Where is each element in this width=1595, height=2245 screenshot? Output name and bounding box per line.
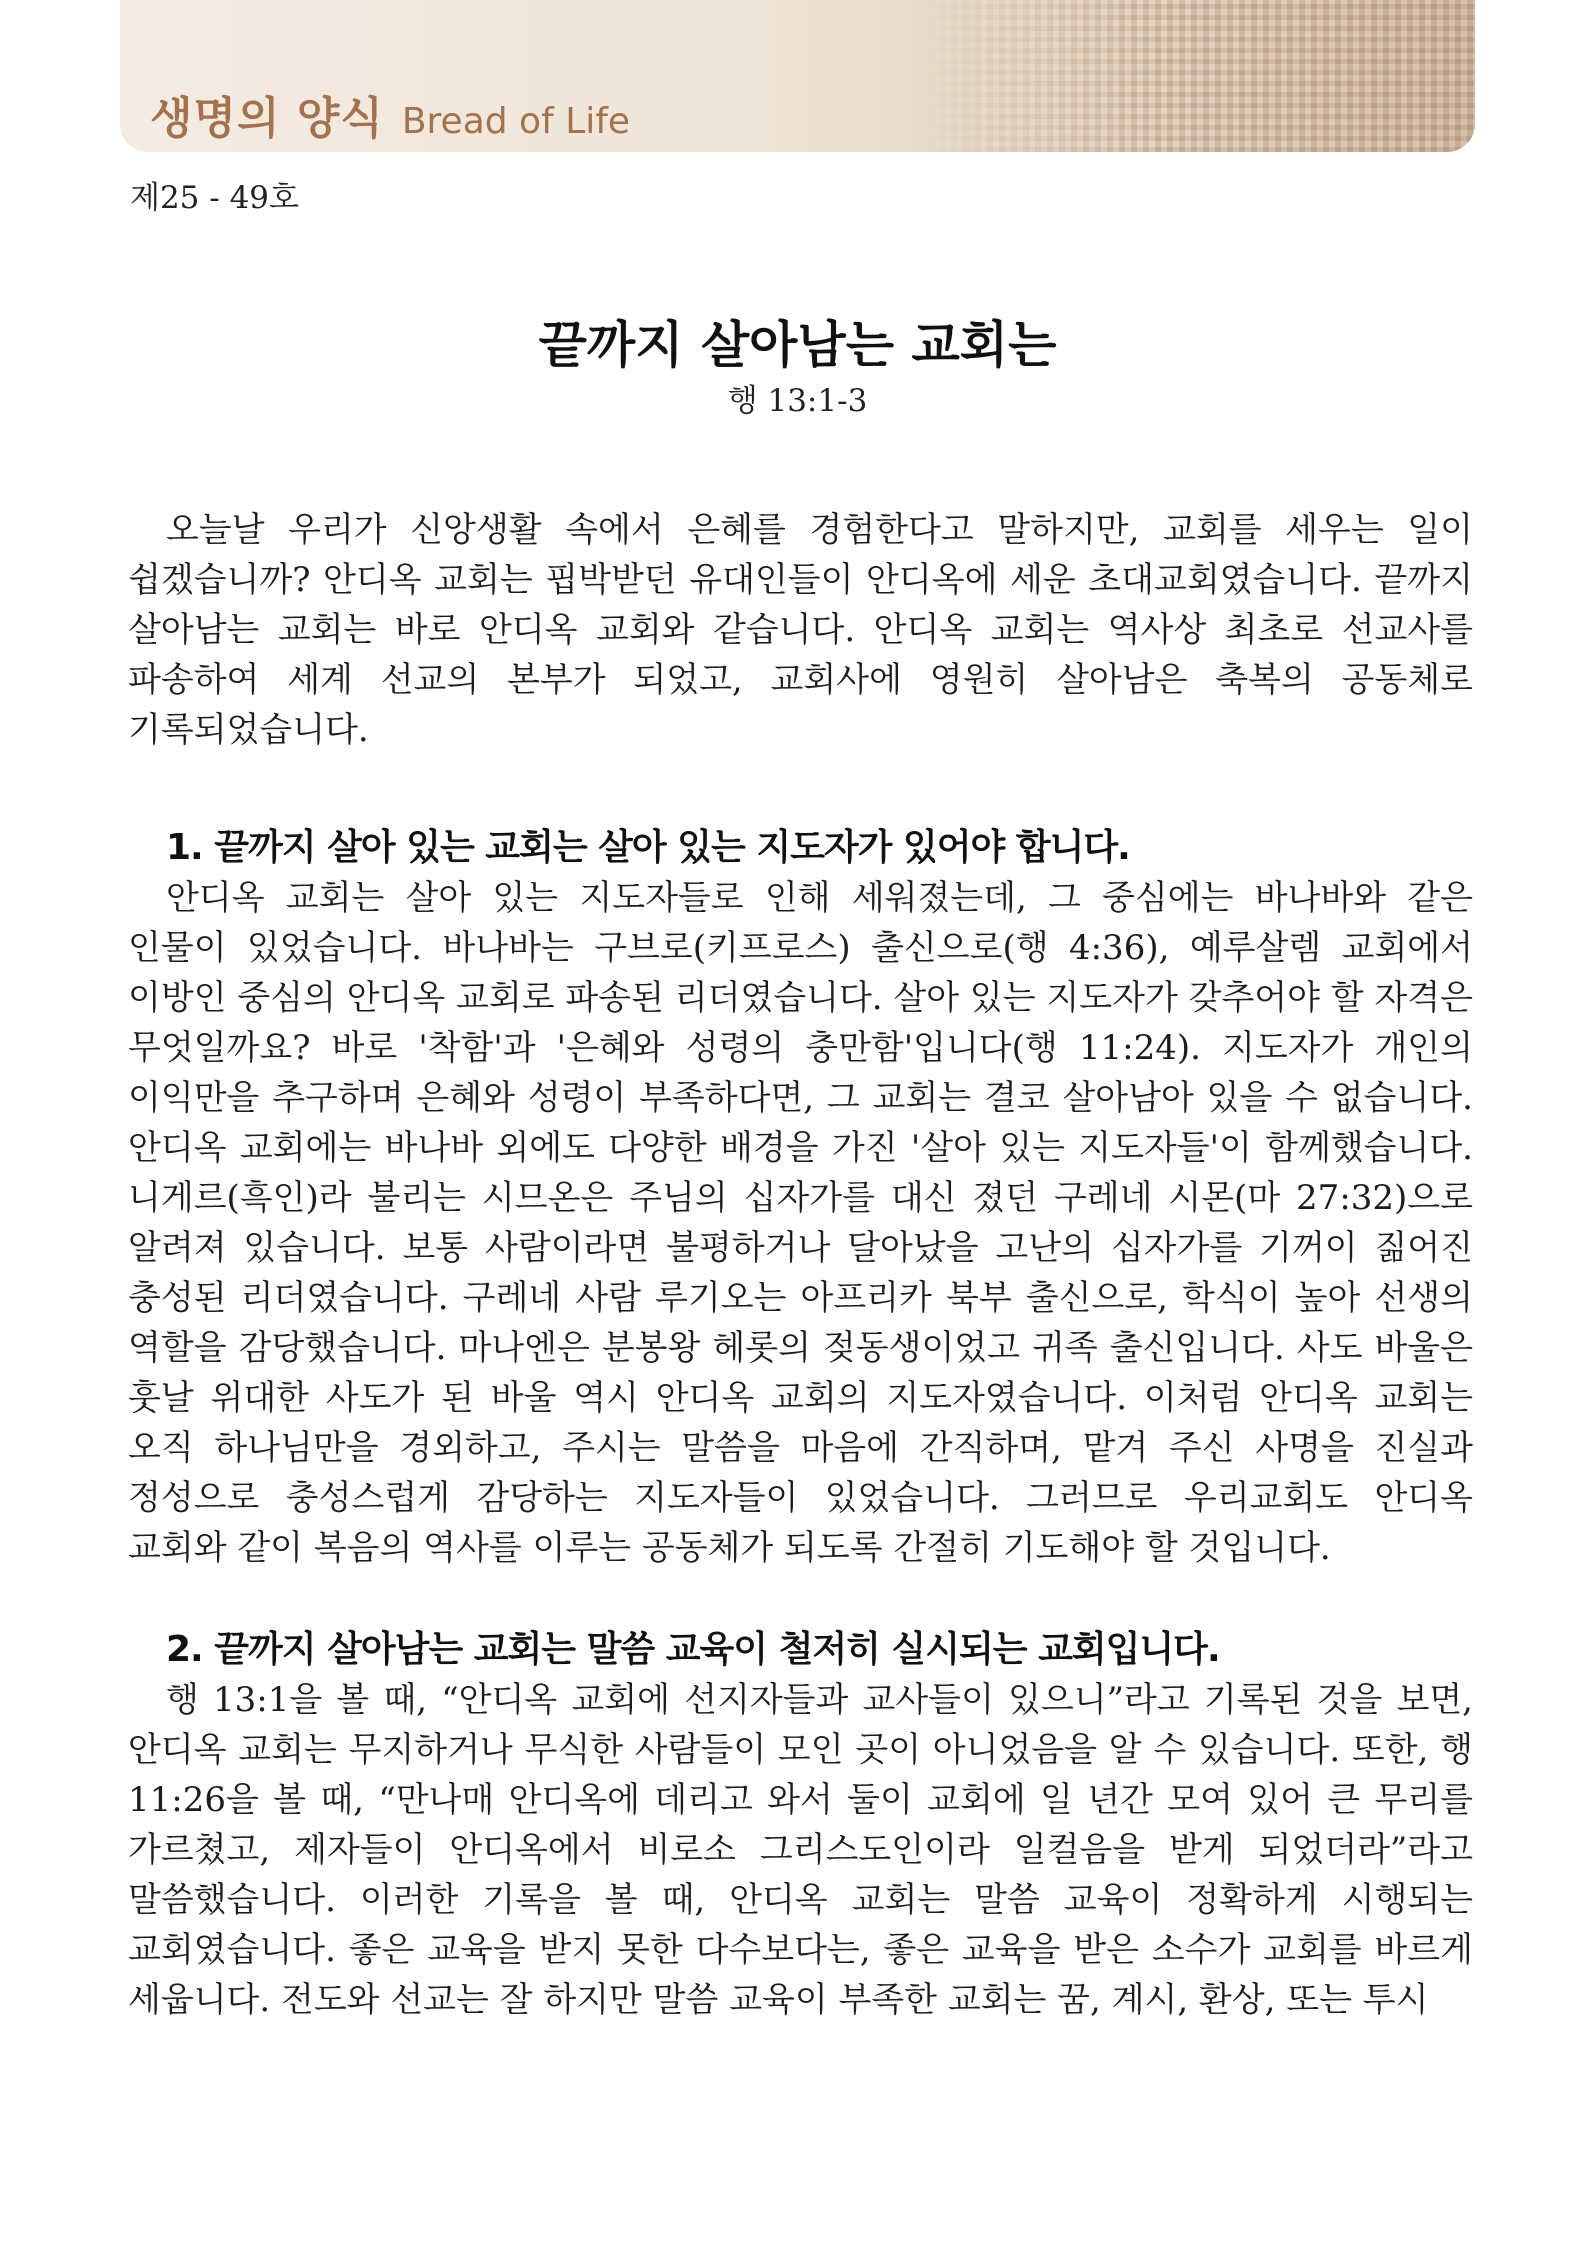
header-photo-texture xyxy=(915,0,1475,152)
brand-korean-title: 생명의 양식 xyxy=(150,93,384,144)
sermon-title: 끝까지 살아남는 교회는 xyxy=(538,316,1057,374)
publication-brand xyxy=(150,82,630,142)
section-2-heading: 2. 끝까지 살아남는 교회는 말씀 교육이 철저히 실시되는 교회입니다. xyxy=(166,1629,1220,1670)
brand-english-title: Bread of Life xyxy=(401,101,631,142)
issue-number: 제25 - 49호 xyxy=(130,180,299,216)
header-banner xyxy=(120,0,1475,152)
section-1-body: 안디옥 교회는 살아 있는 지도자들로 인해 세워졌는데, 그 중심에는 바나바와 같은 인물이 있었습니다. 바나바는 구브로(키프로스) 출신으로(행 4:36), 예루살렘 교회에서 이방인 중심의 안디옥 교회로 파송된 리더였습니다. 살아 있는 지도자가 갖추어야 할 자격은 무엇일까요? 바로 '착함'과 '은혜와 성령의 충만함'입니다(행 11:24). 지도자가 개인의 이익만을 추구하며 은혜와 성령이 부족하다면, 그 교회는 결코 살아남아 있을 수 없습니다. 안디옥 교회에는 바나바 외에도 다양한 배경을 가진 '살아 있는 지도자들'이 함께했습니다. 니게르(흑인)라 불리는 시므온은 주님의 십자가를 대신 졌던 구레네 시몬(마 27:32)으로 알려져 있습니다. 보통 사람이라면 불평하거나 달아났을 고난의 십자가를 기꺼이 짊어진 충성된 리더였습니다. 구레네 사람 루기오는 아프리카 북부 출신으로, 학식이 높아 선생의 역할을 감당했습니다. 마나엔은 분봉왕 헤롯의 젖동생이었고 귀족 출신입니다. 사도 바울은 훗날 위대한 사도가 된 바울 역시 안디옥 교회의 지도자였습니다. 이처럼 안디옥 교회는 오직 하나님만을 경외하고, 주시는 말씀을 마음에 간직하며, 맡겨 주신 사명을 진실과 정성으로 충성스럽게 감당하는 지도자들이 있었습니다. 그러므로 우리교회도 안디옥 교회와 같이 복음의 역사를 이루는 공동체가 되도록 간절히 기도해야 할 것입니다. xyxy=(128,878,1473,1568)
scripture-reference: 행 13:1-3 xyxy=(727,383,868,419)
section-1-heading: 1. 끝까지 살아 있는 교회는 살아 있는 지도자가 있어야 합니다. xyxy=(166,827,1130,868)
sermon-body xyxy=(128,505,1473,2025)
section-2-body: 행 13:1을 볼 때, “안디옥 교회에 선지자들과 교사들이 있으니”라고 기록된 것을 보면, 안디옥 교회는 무지하거나 무식한 사람들이 모인 곳이 아니었음을 알 수 있습니다. 또한, 행 11:26을 볼 때, “만나매 안디옥에 데리고 와서 둘이 교회에 일 년간 모여 있어 큰 무리를 가르쳤고, 제자들이 안디옥에서 비로소 그리스도인이라 일컬음을 받게 되었더라”라고 말씀했습니다. 이러한 기록을 볼 때, 안디옥 교회는 말씀 교육이 정확하게 시행되는 교회였습니다. 좋은 교육을 받지 못한 다수보다는, 좋은 교육을 받은 소수가 교회를 바르게 세웁니다. 전도와 선교는 잘 하지만 말씀 교육이 부족한 교회는 꿈, 계시, 환상, 또는 투시 xyxy=(128,1680,1473,2020)
intro-paragraph: 오늘날 우리가 신앙생활 속에서 은혜를 경험한다고 말하지만, 교회를 세우는 일이 쉽겠습니까? 안디옥 교회는 핍박받던 유대인들이 안디옥에 세운 초대교회였습니다. 끝까지 살아남는 교회는 바로 안디옥 교회와 같습니다. 안디옥 교회는 역사상 최초로 선교사를 파송하여 세계 선교의 본부가 되었고, 교회사에 영원히 살아남은 축복의 공동체로 기록되었습니다. xyxy=(128,510,1473,750)
